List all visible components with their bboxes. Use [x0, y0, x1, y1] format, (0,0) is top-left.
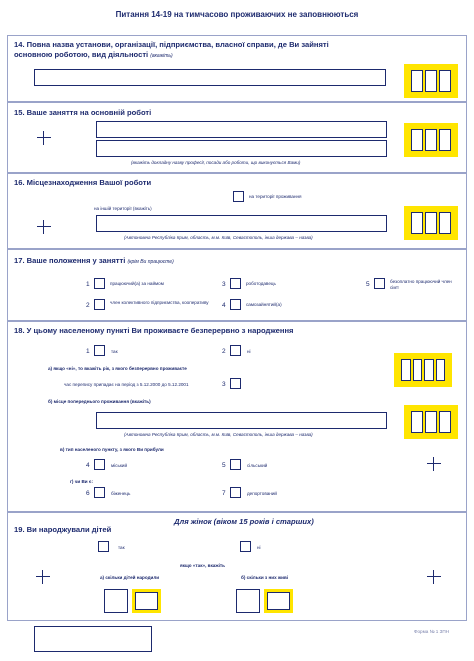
q14-code-box — [404, 64, 458, 98]
q19-a-label: а) скільки дітей народили — [100, 575, 160, 580]
q16-opt2-label: на іншій території (вкажіть) — [94, 206, 152, 211]
q18-v-label: в) тип населеного пункту, з якого Ви прибули — [60, 447, 164, 452]
q18-num-3: 3 — [222, 381, 226, 388]
q14-title: 14. Повна назва установи, організації, підприємства, власної справи, де Ви зайняті основною роботою, вид діяльності (вкажіть) — [14, 40, 329, 59]
q19-title: 19. Ви народжували дітей — [14, 525, 112, 534]
q19-checkbox-yes[interactable] — [98, 541, 109, 552]
add-plus-icon — [36, 570, 50, 584]
q18-num-7: 7 — [222, 490, 226, 497]
q17-num-5: 5 — [366, 281, 370, 288]
q18-year-code-box — [394, 353, 452, 387]
q15-code-box — [404, 123, 458, 157]
q17-num-2: 2 — [86, 302, 90, 309]
q16-input[interactable] — [96, 215, 387, 232]
q18-num-2: 2 — [222, 348, 226, 355]
q18-deported-label: депортований — [247, 491, 277, 496]
q18-place-code-box — [404, 405, 458, 439]
q17-num-1: 1 — [86, 281, 90, 288]
q17-checkbox-1[interactable] — [94, 278, 105, 289]
q17-title: 17. Ваше положення у занятті (крім Ви працюєте) — [14, 256, 174, 265]
q18-num-6: 6 — [86, 490, 90, 497]
q18-period-label: час перепису припадає на період з 5.12.2000 до 5.12.2001 — [64, 382, 189, 387]
q15-input-1[interactable] — [96, 121, 387, 138]
q18-no-label: ні — [247, 349, 251, 354]
q18-rural-label: сільський — [247, 463, 268, 468]
q17-checkbox-4[interactable] — [230, 299, 241, 310]
q18-refugee-label: біженець — [111, 491, 131, 496]
q16-checkbox-local[interactable] — [233, 191, 244, 202]
question-18-section — [7, 321, 467, 512]
q17-num-4: 4 — [222, 302, 226, 309]
q16-title: 16. Місцезнаходження Вашої роботи — [14, 178, 152, 187]
q18-num-5: 5 — [222, 462, 226, 469]
q17-checkbox-3[interactable] — [230, 278, 241, 289]
q18-title: 18. У цьому населеному пункті Ви проживаєте безперервно з народження — [14, 326, 294, 335]
q18-previous-place-input[interactable] — [96, 412, 387, 429]
q17-label-1: працюючий(а) за наймом — [110, 281, 164, 286]
q18-a-label: а) якщо «ні», то вкажіть рік, з якого безперервно проживаєте — [48, 366, 187, 371]
q18-checkbox-rural[interactable] — [230, 459, 241, 470]
q18-num-4: 4 — [86, 462, 90, 469]
question-17-section — [7, 249, 467, 321]
q19-yes-label: так — [118, 545, 125, 550]
add-plus-icon — [427, 570, 441, 584]
q18-b-label: б) місце попереднього проживання (вкажіть) — [48, 399, 151, 404]
q17-label-5: безоплатно працюючий член сім'ї — [390, 279, 452, 290]
question-16-section — [7, 173, 467, 249]
q17-checkbox-5[interactable] — [374, 278, 385, 289]
q17-label-2: член колективного підприємства, кооперативу — [110, 300, 209, 305]
q18-checkbox-yes[interactable] — [94, 345, 105, 356]
q19-women-label: Для жінок (віком 15 років і старших) — [174, 517, 314, 526]
q16-code-box — [404, 206, 458, 240]
q14-input[interactable] — [34, 69, 386, 86]
footer-input[interactable] — [34, 626, 152, 652]
q19-a-input-2[interactable] — [132, 589, 161, 613]
q19-b-input-2[interactable] — [264, 589, 293, 613]
q18-num-1: 1 — [86, 348, 90, 355]
q19-b-label: б) скільки з них живі — [241, 575, 289, 580]
footer-small-text: Форма № 1 ЗПН — [414, 629, 450, 634]
q19-a-input-1[interactable] — [104, 589, 128, 613]
q17-checkbox-2[interactable] — [94, 299, 105, 310]
add-plus-icon — [427, 457, 441, 471]
q15-title: 15. Ваше заняття на основній роботі — [14, 108, 152, 117]
q18-hint: (Автономна Республіка Крим, область, м.м. Київ, Севастополь, інша держава – назва) — [124, 432, 313, 437]
q16-opt1-label: на території проживання — [249, 194, 302, 199]
question-14-section — [7, 35, 467, 102]
q18-checkbox-no[interactable] — [230, 345, 241, 356]
q17-label-3: роботодавець — [246, 281, 276, 286]
q17-num-3: 3 — [222, 281, 226, 288]
q18-checkbox-city[interactable] — [94, 459, 105, 470]
q18-yes-label: так — [111, 349, 118, 354]
question-15-section — [7, 102, 467, 173]
q15-hint: (вкажіть докладну назву професії, посади або роботи, що виконується Вами) — [131, 160, 301, 165]
add-plus-icon — [37, 131, 51, 145]
add-plus-icon — [37, 220, 51, 234]
q18-checkbox-period[interactable] — [230, 378, 241, 389]
page-title: Питання 14-19 на тимчасово проживаючих не заповнюються — [115, 10, 359, 19]
q18-g-label: г) чи Ви є: — [70, 479, 93, 484]
q15-input-2[interactable] — [96, 140, 387, 157]
q19-checkbox-no[interactable] — [240, 541, 251, 552]
q17-label-4: самозайнятий(а) — [246, 302, 282, 307]
q19-b-input-1[interactable] — [236, 589, 260, 613]
q18-city-label: міський — [111, 463, 128, 468]
q16-hint: (Автономна Республіка Крим, область, м.м. Київ, Севастополь, інша держава – назва) — [124, 235, 313, 240]
q19-ifyes-label: якщо «так», вкажіть — [180, 563, 225, 568]
question-19-section — [7, 512, 467, 621]
q18-checkbox-refugee[interactable] — [94, 487, 105, 498]
q19-no-label: ні — [257, 545, 261, 550]
q18-checkbox-deported[interactable] — [230, 487, 241, 498]
